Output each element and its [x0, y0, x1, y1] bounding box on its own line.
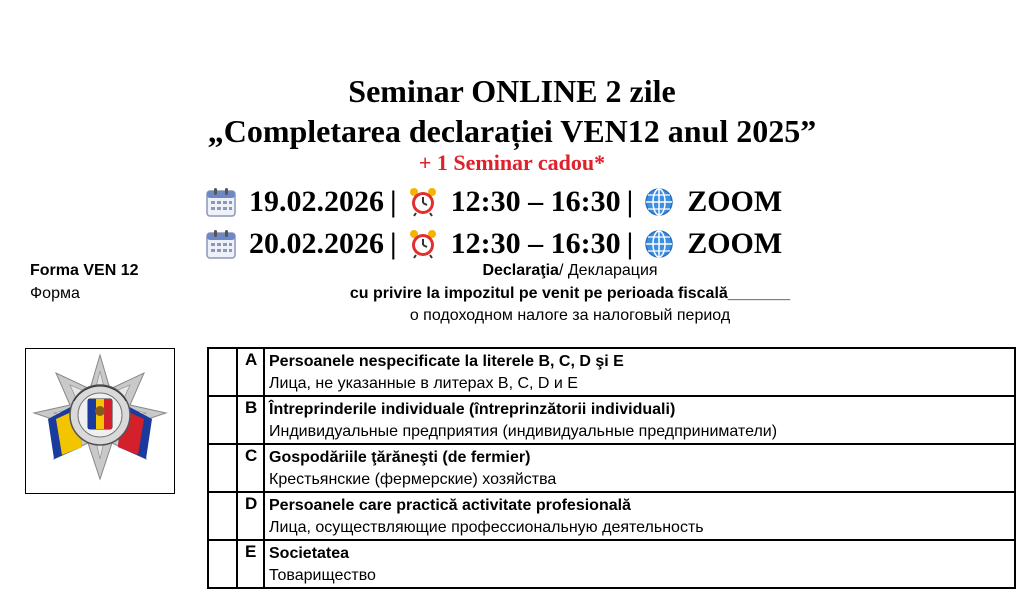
category-ru: Лица, осуществляющие профессиональную деятельность: [269, 519, 704, 536]
category-ro: Persoanele care practică activitate profesională: [269, 497, 631, 514]
category-ru: Лица, не указанные в литерах B, C, D и E: [269, 375, 578, 392]
form-code: Forma VEN 12: [30, 262, 139, 279]
table-row: [208, 540, 1015, 588]
session-platform: ZOOM: [687, 185, 783, 218]
globe-icon: [643, 186, 675, 218]
taxpayer-category-table: [207, 347, 1016, 589]
table-row: [208, 492, 1015, 540]
calendar-icon: [205, 228, 237, 260]
category-text: [264, 492, 1015, 540]
globe-icon: [643, 228, 675, 260]
separator: |: [626, 185, 634, 218]
category-ru: Крестьянские (фермерские) хозяйства: [269, 471, 557, 488]
declaration-ru: / Декларация: [558, 262, 658, 279]
declaration-ro: Declaraţia: [482, 262, 559, 279]
category-text: [264, 396, 1015, 444]
category-text: [264, 540, 1015, 588]
fiscal-service-logo: [25, 348, 175, 494]
checkbox-cell[interactable]: [208, 396, 237, 444]
table-row: [208, 444, 1015, 492]
separator: |: [390, 185, 397, 218]
declaration-heading: [220, 262, 920, 280]
fiscal-emblem-icon: [26, 349, 174, 493]
category-ro: Societatea: [269, 545, 350, 562]
category-text: [264, 444, 1015, 492]
category-ru: Товарищество: [269, 567, 376, 584]
checkbox-cell[interactable]: [208, 348, 237, 396]
table-row: [208, 396, 1015, 444]
session-platform: ZOOM: [687, 227, 783, 260]
checkbox-cell[interactable]: [208, 492, 237, 540]
session-date: 20.02.2026: [249, 227, 384, 260]
form-code-ru: Форма: [30, 285, 80, 302]
alarm-clock-icon: [407, 186, 439, 218]
session-date: 19.02.2026: [249, 185, 384, 218]
seminar-title: Seminar ONLINE 2 zile: [348, 73, 676, 109]
separator: |: [390, 227, 397, 260]
declaration-subject-ru: о подоходном налоге за налоговый период: [409, 307, 731, 324]
seminar-subtitle: „Completarea declarației VEN12 anul 2025”: [207, 113, 817, 149]
category-ro: Gospodăriile ţărăneşti (de fermier): [269, 449, 531, 466]
declaration-subject-ro: cu privire la impozitul pe venit pe perioada fiscală_______: [349, 285, 791, 302]
category-letter: E: [237, 540, 264, 588]
category-letter: B: [237, 396, 264, 444]
session-time: 12:30 – 16:30: [450, 185, 621, 218]
calendar-icon: [205, 186, 237, 218]
category-ro: Întreprinderile individuale (întreprinzătorii individuali): [269, 401, 676, 418]
gift-note: + 1 Seminar cadou*: [418, 150, 606, 175]
table-row: [208, 348, 1015, 396]
alarm-clock-icon: [407, 228, 439, 260]
session-time: 12:30 – 16:30: [450, 227, 621, 260]
category-text: [264, 348, 1015, 396]
category-letter: D: [237, 492, 264, 540]
category-letter: C: [237, 444, 264, 492]
checkbox-cell[interactable]: [208, 540, 237, 588]
category-ru: Индивидуальные предприятия (индивидуальные предприниматели): [269, 423, 778, 440]
category-ro: Persoanele nespecificate la literele B, C, D şi E: [269, 353, 624, 370]
session-row: [205, 224, 782, 264]
checkbox-cell[interactable]: [208, 444, 237, 492]
separator: |: [626, 227, 634, 260]
category-letter: A: [237, 348, 264, 396]
session-row: [205, 182, 782, 222]
